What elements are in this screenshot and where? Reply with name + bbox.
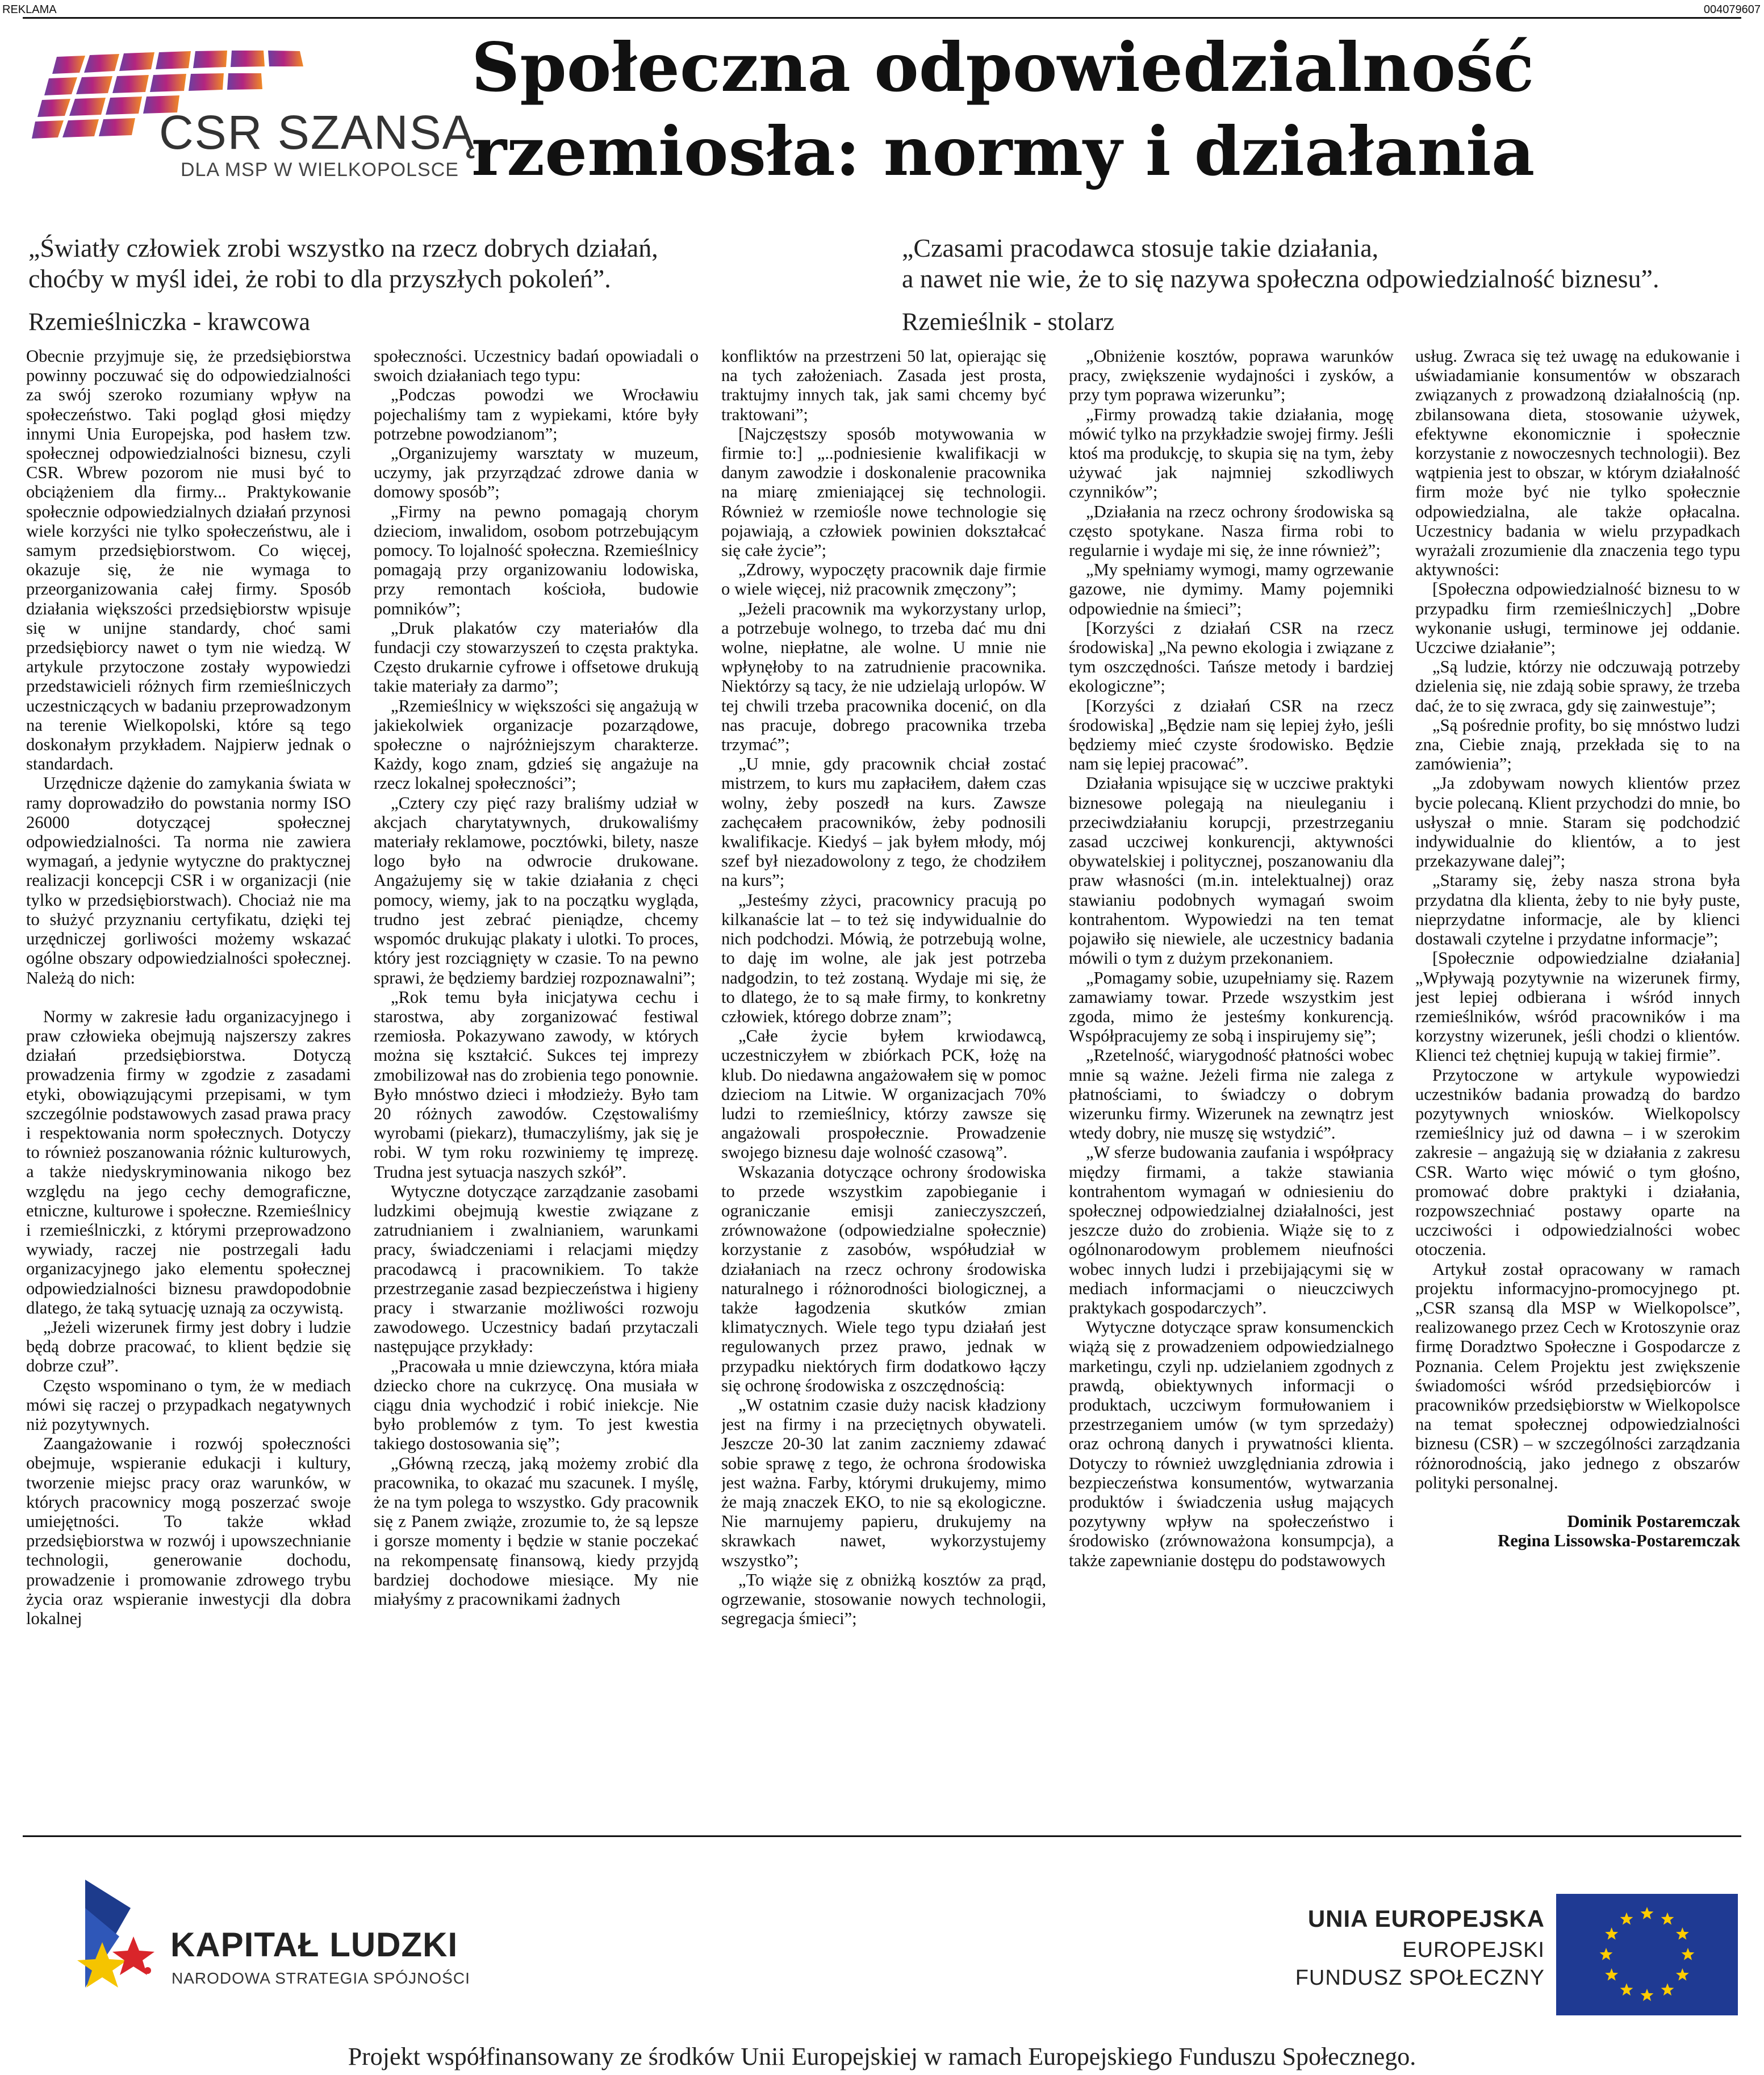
article-paragraph: usług. Zwraca się też uwagę na edukowanie i uświadamianie konsumentów w obszarach związanych z prowadzoną działalnością (np. zbilansowana dieta, stosowanie używek, efektywne ekonomicznie i społecznie korzystanie z nowoczesnych technologii). Bez wątpienia jest to obszar, w którym działalność firm może być nie tylko społecznie odpowiedzialna, ale także opłacalna. Uczestnicy badania w wielu przypadkach wyrażali zrozumienie dla znaczenia tego typu aktywności:	[1415, 346, 1740, 580]
article-paragraph: [Korzyści z działań CSR na rzecz środowiska] „Będzie nam się lepiej żyło, jeśli będziemy mieć czyste środowisko. Będzie nam się lepiej pracować”.	[1069, 696, 1394, 774]
article-paragraph: „Obniżenie kosztów, poprawa warunków pracy, zwiększenie wydajności i zysków, a przy tym poprawa wizerunku”;	[1069, 346, 1394, 405]
article-paragraph: „Są ludzie, którzy nie odczuwają potrzeby dzielenia się, nie zdają sobie sprawy, że trzeba dać, że to się zwraca, gdy się zainwestuje”;	[1415, 657, 1740, 716]
article-paragraph: „Jeżeli wizerunek firmy jest dobry i ludzie będą dobrze pracować, to klient będzie się dobrze czuł”.	[26, 1317, 351, 1376]
page-title	[471, 26, 1749, 194]
article-paragraph: „Całe życie byłem krwiodawcą, uczestniczyłem w zbiórkach PCK, łożę na klub. Do niedawna angażowałem się w pomoc dzieciom na Litwie. W organizacjach 70% ludzi to rzemieślnicy, którzy zawsze się angażowali prospołecznie. Prowadzenie swojego biznesu daje wolność czasową”.	[721, 1026, 1046, 1162]
article-body	[26, 346, 1740, 1829]
article-paragraph: Przytoczone w artykule wypowiedzi uczestników badania prowadzą do bardzo pozytywnych wniosków. Wielkopolscy rzemieślnicy już od dawna – i w szerokim zakresie – angażują się w działania z zakresu CSR. Warto więc mówić o tym głośno, promować dobre praktyki i działania, rozpowszechniać postawy oparte na uczciwości i odpowiedzialności wobec otoczenia.	[1415, 1065, 1740, 1260]
article-paragraph: Zaangażowanie i rozwój społeczności obejmuje, wspieranie edukacji i kultury, tworzenie miejsc pracy oraz warunków, w których pracownicy mogą poszerzać swoje umiejętności. To także wkład przedsiębiorstwa w rozwój i upowszechnianie technologii, generowanie dochodu, prowadzenie i promowanie zdrowego trybu życia oraz wspieranie inwestycji dla dobra lokalnej	[26, 1434, 351, 1628]
article-paragraph: społeczności. Uczestnicy badań opowiadali o swoich działaniach tego typu:	[374, 346, 699, 386]
title-line-1: Społeczna odpowiedzialność	[471, 28, 1535, 107]
article-paragraph: „W ostatnim czasie duży nacisk kładziony jest na firmy i na przeciętnych obywateli. Jeszcze 20-30 lat zanim zaczniemy zdawać sobie sprawę z tego, że ochrona środowiska jest ważna. Farby, którymi drukujemy, mimo że mają znaczek EKO, to nie są ekologiczne. Nie marnujemy papieru, drukujemy na skrawkach nawet, wykorzystujemy wszystko”;	[721, 1395, 1046, 1570]
article-paragraph: „Pomagamy sobie, uzupełniamy się. Razem zamawiamy towar. Przede wszystkim jest zgoda, mimo że jesteśmy konkurencją. Współpracujemy ze sobą i inspirujemy się”;	[1069, 968, 1394, 1046]
article-paragraph: konfliktów na przestrzeni 50 lat, opierając się na tych założeniach. Zasada jest prosta, traktujmy innych tak, jak sami chcemy być traktowani”;	[721, 346, 1046, 424]
csr-logo-subtitle: DLA MSP W WIELKOPOLSCE	[181, 159, 459, 181]
kapital-ludzki-logo	[68, 1874, 522, 1993]
article-paragraph: Wytyczne dotyczące spraw konsumenckich wiążą się z prowadzeniem odpowiedzialnego marketingu, czyli np. udzielaniem zgodnych z prawdą, obiektywnych informacji o produktach, uczciwym formułowaniem i przestrzeganiem umów (w tym sprzedaży) oraz ochroną danych i prywatności klienta. Dotyczy to również uwzględniania zdrowia i bezpieczeństwa konsumentów, wytwarzania produktów i świadczenia usług mających pozytywny wpływ na społeczeństwo i środowisko (zrównoważona konsumpcja), a także zapewnianie dostępu do podstawowych	[1069, 1317, 1394, 1570]
article-paragraph: „Podczas powodzi we Wrocławiu pojechaliśmy tam z wypiekami, które były potrzebne powodzianom”;	[374, 385, 699, 444]
article-paragraph: „Działania na rzecz ochrony środowiska są często spotykane. Nasza firma robi to regularnie i wydaje mi się, że inne również”;	[1069, 501, 1394, 560]
article-paragraph: „Staramy się, żeby nasza strona była przydatna dla klienta, żeby to nie były puste, nieprzydatne informacje, ale by klienci dostawali czytelne i przydatne informacje”;	[1415, 871, 1740, 949]
article-paragraph: [Społecznie odpowiedzialne działania] „Wpływają pozytywnie na wizerunek firmy, jest lepiej odbierana i wśród innych rzemieślników, wśród pracowników i ma korzystny wizerunek, jeśli chodzi o klientów. Klienci też chętniej kupują w takiej firmie”.	[1415, 948, 1740, 1065]
pull-quote-right-line-2: a nawet nie wie, że to się nazywa społeczna odpowiedzialność biznesu”.	[902, 264, 1660, 293]
bottom-rule	[23, 1835, 1741, 1837]
article-column-5	[1415, 346, 1740, 1829]
eu-fund-line-1: EUROPEJSKI	[1402, 1938, 1545, 1962]
article-column-4	[1069, 346, 1394, 1829]
pull-quote-left-line-1: „Światły człowiek zrobi wszystko na rzecz dobrych działań,	[28, 233, 658, 262]
eu-logo	[1295, 1894, 1749, 2019]
pull-quote-right-author: Rzemieślnik - stolarz	[902, 308, 1114, 336]
article-paragraph: „Organizujemy warsztaty w muzeum, uczymy, jak przyrządzać zdrowe dania w domowy sposób”;	[374, 444, 699, 502]
article-column-2	[374, 346, 699, 1829]
article-paragraph: Często wspominano o tym, że w mediach mówi się raczej o przypadkach negatywnych niż pozytywnych.	[26, 1375, 351, 1434]
article-paragraph: Artykuł został opracowany w ramach projektu informacyjno-promocyjnego pt. „CSR szansą dla MSP w Wielkopolsce”, realizowanego przez Cech w Krotoszynie oraz firmę Doradztwo Społeczne i Gospodarcze z Poznania. Celem Projektu jest zwiększenie świadomości wśród przedsiębiorców i pracowników przedsiębiorstw w Wielkopolsce na temat społecznej odpowiedzialności biznesu (CSR) – w szczególności zarządzania różnorodnością, jako jednego z obszarów polityki personalnej.	[1415, 1259, 1740, 1492]
article-paragraph: „W sferze budowania zaufania i współpracy między firmami, a także stawiania kontrahentom wymagań w odniesieniu do społecznej odpowiedzialnej działalności, jest jeszcze dużo do zrobienia. Wiąże się to z ogólnonarodowym problemem nieufności wobec innych ludzi i przebijającymi się w mediach informacjami o nieuczciwych praktykach gospodarczych”.	[1069, 1143, 1394, 1317]
kapital-ludzki-subtitle: NARODOWA STRATEGIA SPÓJNOŚCI	[172, 1969, 470, 1987]
top-strip	[0, 3, 1764, 18]
article-paragraph: „Jesteśmy zżyci, pracownicy pracują po kilkanaście lat – to też się indywidualnie do nich podchodzi. Mówią, że potrzebują wolne, to daję im wolne, ale jak jest potrzeba nadgodzin, to też zostaną. Wydaje mi się, że to dlatego, że to są małe firmy, to konkretny człowiek, którego dobrze znam”;	[721, 890, 1046, 1026]
author-name: Regina Lissowska-Postaremczak	[1498, 1531, 1740, 1551]
article-paragraph: „Główną rzeczą, jaką możemy zrobić dla pracownika, to okazać mu szacunek. I myślę, że na tym polega to wszystko. Gdy pracownik się z Panem zwiąże, zrozumie to, że są lepsze i gorsze momenty i będzie w stanie poczekać na rekompensatę finansową, kiedy przyjdą bardziej dochodowe miesiące. My nie miałyśmy z pracownikami żadnych	[374, 1453, 699, 1609]
article-paragraph: „Rzemieślnicy w większości się angażują w jakiekolwiek organizacje pozarządowe, społeczne o najróżniejszym charakterze. Każdy, kogo znam, gdzieś się angażuje na rzecz lokalnej społeczności”;	[374, 696, 699, 793]
pull-quote-left	[28, 233, 880, 337]
article-paragraph: Normy w zakresie ładu organizacyjnego i praw człowieka obejmują najszerszy zakres działań przedsiębiorstwa. Dotyczą prowadzenia firmy w zgodzie z zasadami etyki, obowiązującymi przepisami, w tym szczególnie podstawowych zasad prawa pracy i respektowania norm społecznych. Dotyczy to również poszanowania różnic kulturowych, a także niedyskryminowania nikogo bez względu na jego cechy demograficzne, etniczne, kulturowe i społeczne. Rzemieślnicy i rzemieślniczki, z którymi przeprowadzono wywiady, raczej nie postrzegali ładu organizacyjnego jako elementu społecznej odpowiedzialności biznesu prawdopodobnie dlatego, że taką sytuację uznają za oczywistą.	[26, 1006, 351, 1317]
article-paragraph: „My spełniamy wymogi, mamy ogrzewanie gazowe, nie dymimy. Mamy pojemniki odpowiednie na śmieci”;	[1069, 560, 1394, 618]
eu-title: UNIA EUROPEJSKA	[1307, 1905, 1545, 1932]
article-paragraph: „To wiąże się z obniżką kosztów za prąd, ogrzewanie, stosowanie nowych technologii, segregacja śmieci”;	[721, 1570, 1046, 1629]
article-paragraph: „Są pośrednie profity, bo się mnóstwo ludzi zna, Ciebie znają, przekłada się to na zamówienia”;	[1415, 715, 1740, 774]
article-paragraph: „Cztery czy pięć razy braliśmy udział w akcjach charytatywnych, drukowaliśmy materiały reklamowe, pocztówki, bilety, nasze logo było na odwrocie drukowane. Angażujemy się w takie działania z chęci pomocy, wiemy, jak to na początku wygląda, trudno jest zebrać pieniądze, chcemy wspomóc drukując plakaty i ulotki. To proces, który jest rozciągnięty w czasie. To na pewno sprawi, że będziemy bardziej rozpoznawalni”;	[374, 793, 699, 988]
article-paragraph: „Zdrowy, wypoczęty pracownik daje firmie o wiele więcej, niż pracownik zmęczony”;	[721, 560, 1046, 599]
pull-quote-right	[902, 233, 1754, 337]
article-paragraph: „Rok temu była inicjatywa cechu i starostwa, aby zorganizować festiwal rzemiosła. Pokazywano zawody, w których można się kształcić. Sukces tej imprezy zmobilizował nas do zrobienia tego ponownie. Było mnóstwo dzieci i młodzieży. Było tam 20 różnych zawodów. Częstowaliśmy wyrobami (piekarz), tłumaczyliśmy, jak się je robi. W tym roku rozwiniemy tę imprezę. Trudna jest sytuacja naszych szkół”.	[374, 987, 699, 1182]
ad-code: 004079607	[1703, 3, 1761, 16]
eu-flag-icon	[1556, 1894, 1738, 2015]
pull-quote-left-author: Rzemieślniczka - krawcowa	[28, 308, 310, 336]
article-paragraph: „Ja zdobywam nowych klientów przez bycie polecaną. Klient przychodzi do mnie, bo usłyszał o mnie. Staram się podchodzić indywidualnie do klientów, a to jest przekazywane dalej”;	[1415, 773, 1740, 871]
article-paragraph: Wytyczne dotyczące zarządzanie zasobami ludzkimi obejmują kwestie związane z zatrudnianiem i zwalnianiem, warunkami pracy, świadczeniami i relacjami między pracodawcą i pracownikiem. To także przestrzeganie zasad bezpieczeństwa i higieny pracy i stwarzanie możliwości rozwoju zawodowego. Uczestnicy badań przytaczali następujące przykłady:	[374, 1181, 699, 1357]
eu-fund-line-2: FUNDUSZ SPOŁECZNY	[1295, 1966, 1545, 1990]
pull-quote-left-line-2: choćby w myśl idei, że robi to dla przyszłych pokoleń”.	[28, 264, 611, 293]
article-paragraph: „Pracowała u mnie dziewczyna, która miała dziecko chore na cukrzycę. Ona musiała w ciągu dnia wychodzić i robić iniekcje. Nie było problemów z tym. To jest kwestia takiego dostosowania się”;	[374, 1356, 699, 1454]
article-paragraph: Działania wpisujące się w uczciwe praktyki biznesowe polegają na nieuleganiu i przeciwdziałaniu korupcji, przestrzeganiu zasad uczciwej konkurencji, aktywności obywatelskiej i politycznej, poszanowaniu dla praw własności (m.in. intelektualnej) oraz stawianiu podobnych wymagań swoim kontrahentom. Wypowiedzi na ten temat pojawiło się niewiele, ale uczestnicy badania mówili o tym z dużym przekonaniem.	[1069, 773, 1394, 968]
article-paragraph: [Najczęstszy sposób motywowania w firmie to:] „..podniesienie kwalifikacji w danym zawodzie i doskonalenie pracownika na miarę zmieniającej się technologii. Również w rzemiośle nowe technologie się pojawiają, a człowiek powinien dokształcać się całe życie”;	[721, 424, 1046, 560]
article-column-1	[26, 346, 351, 1829]
article-column-3	[721, 346, 1046, 1829]
article-paragraph: [Społeczna odpowiedzialność biznesu to w przypadku firm rzemieślniczych] „Dobre wykonanie usługi, terminowe jej oddanie. Uczciwe działanie”;	[1415, 579, 1740, 658]
eu-text	[1295, 1905, 1545, 1990]
article-paragraph: Wskazania dotyczące ochrony środowiska to przede wszystkim zapobieganie i ograniczanie emisji zanieczyszczeń, zrównoważone (odpowiedzialne społecznie) korzystanie z zasobów, współudział w działaniach na rzecz ochrony środowiska naturalnego i różnorodności biologicznej, a także łagodzenia skutków zmian klimatycznych. Wiele tego typu działań jest regulowanych przez prawo, jednak w przypadku niektórych firm dodatkowo łączy się ochronę środowiska z oszczędnością:	[721, 1162, 1046, 1395]
pull-quote-right-line-1: „Czasami pracodawca stosuje takie działania,	[902, 233, 1379, 262]
title-line-2: rzemiosła: normy i działania	[471, 112, 1535, 191]
top-rule	[23, 17, 1741, 19]
csr-szansa-logo	[23, 45, 475, 187]
article-paragraph: „U mnie, gdy pracownik chciał zostać mistrzem, to kurs mu zapłaciłem, dałem czas wolny, żeby poszedł na kurs. Zawsze zachęcałem pracowników, żeby podnosili kwalifikacje. Kiedyś – jak byłem młody, mój szef był niezadowolony z tego, że chodziłem na kurs”;	[721, 754, 1046, 890]
article-paragraph: Urzędnicze dążenie do zamykania świata w ramy doprowadziło do powstania normy ISO 26000 dotyczącej społecznej odpowiedzialności. Ta norma nie zawiera wymagań, a jedynie wytyczne do praktycznej realizacji koncepcji CSR i w organizacji (nie tylko w przedsiębiorstwach). Chociaż nie ma to służyć przyznaniu certyfikatu, dzięki tej urzędniczej gorliwości możemy wskazać ogólne obszary odpowiedzialności społecznej. Należą do nich:	[26, 773, 351, 988]
article-paragraph: „Jeżeli pracownik ma wykorzystany urlop, a potrzebuje wolnego, to trzeba dać mu dni wolne, niepłatne, ale wolne. U mnie nie wpłynęłoby to na zatrudnienie pracownika. Niektórzy są tacy, że nie udzielają urlopów. W tej chwili trzeba pracownika docenić, on dla nas pracuje, dobrego pracownika trzeba trzymać”;	[721, 599, 1046, 755]
project-funding-note: Projekt współfinansowany ze środków Unii Europejskiej w ramach Europejskiego Funduszu Społecznego.	[348, 2043, 1416, 2070]
article-paragraph: [Korzyści z działań CSR na rzecz środowiska] „Na pewno ekologia i związane z tym oszczędności. Tańsze metody i bardziej ekologiczne”;	[1069, 618, 1394, 696]
author-name: Dominik Postaremczak	[1567, 1511, 1740, 1531]
ad-label: REKLAMA	[2, 3, 57, 16]
article-paragraph: „Firmy na pewno pomagają chorym dzieciom, inwalidom, osobom potrzebującym pomocy. To lojalność społeczna. Rzemieślnicy pomagają przy organizowaniu lodowiska, przy remontach kościoła, budowie pomników”;	[374, 501, 699, 618]
csr-logo-name: CSR SZANSĄ	[159, 106, 475, 159]
kapital-ludzki-emblem-icon	[68, 1874, 165, 1993]
article-paragraph: „Druk plakatów czy materiałów dla fundacji czy stowarzyszeń to częsta praktyka. Często drukarnie cyfrowe i offsetowe drukują takie materiały za darmo”;	[374, 618, 699, 696]
article-paragraph: „Firmy prowadzą takie działania, mogę mówić tylko na przykładzie swojej firmy. Jeśli ktoś ma produkcję, to skupia się na tym, żeby używać jak najmniej szkodliwych czynników”;	[1069, 404, 1394, 502]
article-paragraph: Obecnie przyjmuje się, że przedsiębiorstwa powinny poczuwać się do odpowiedzialności za swój szeroko rozumiany wpływ na społeczeństwo. Taki pogląd głosi między innymi Unia Europejska, pod hasłem tzw. społecznej odpowiedzialności biznesu, czyli CSR. Wbrew pozorom nie musi być to obciążeniem dla firmy... Praktykowanie społecznie odpowiedzialnych działań przynosi wiele korzyści nie tylko społeczeństwu, ale i samym przedsiębiorstwom. Co więcej, okazuje się, że nie wymaga to przeorganizowania całej firmy. Sposób działania większości przedsiębiorstw wpisuje się w unijne standardy, choć sami przedsiębiorcy nawet o tym nie wiedzą. W artykule przytoczone zostały wypowiedzi przedstawicieli różnych firm rzemieślniczych uczestniczących w badaniu przeprowadzonym na terenie Wielkopolski, które są tego doskonałym przykładem. Najpierw jednak o standardach.	[26, 346, 351, 774]
article-paragraph: „Rzetelność, wiarygodność płatności wobec mnie są ważne. Jeżeli firma nie zalega z płatnościami, to świadczy o dobrym wizerunku firmy. Wizerunek na zewnątrz jest wtedy dobry, nie muszę się wstydzić”.	[1069, 1045, 1394, 1143]
kapital-ludzki-name: KAPITAŁ LUDZKI	[170, 1926, 458, 1964]
